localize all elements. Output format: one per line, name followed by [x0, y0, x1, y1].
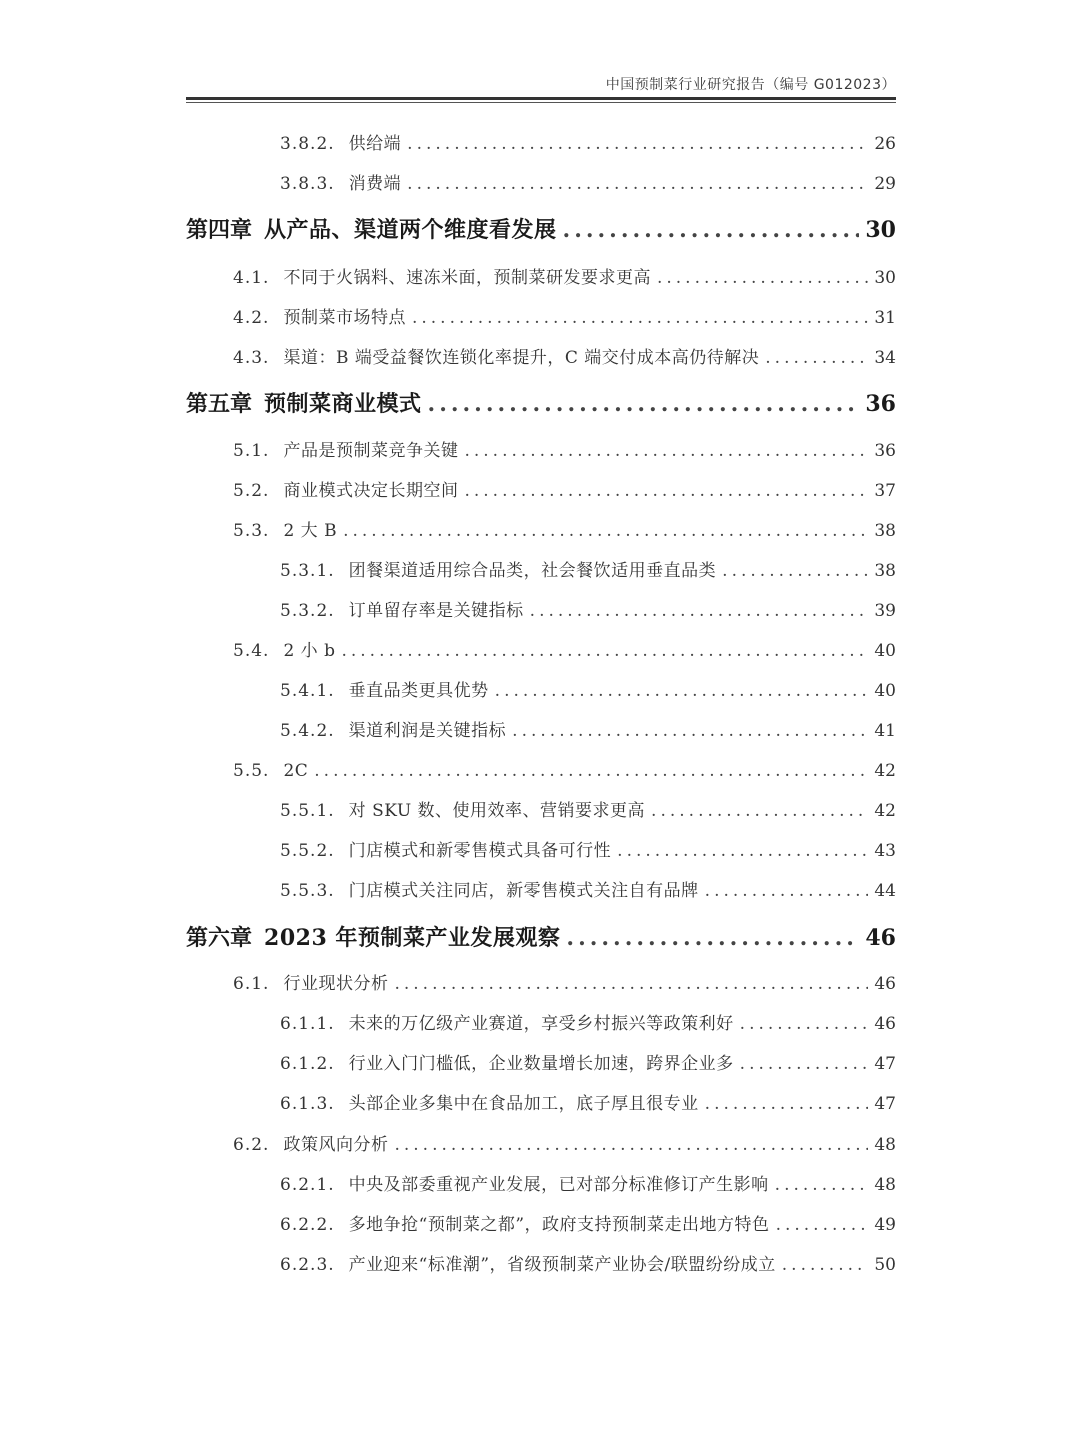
toc-section-entry[interactable]: [280, 676, 896, 706]
toc-entry-number: 4.1.: [233, 268, 270, 288]
toc-entry-title: 中央及部委重视产业发展，已对部分标准修订产生影响: [348, 1175, 769, 1195]
toc-section-entry[interactable]: [233, 263, 896, 293]
toc-page-number: 29: [874, 174, 896, 194]
toc-entry-number: 6.1.2.: [280, 1054, 335, 1074]
toc-dot-leader: [314, 756, 868, 786]
toc-section-entry[interactable]: [280, 1049, 896, 1079]
toc-dot-leader: [782, 1250, 869, 1280]
toc-entry-title: 商业模式决定长期空间: [283, 481, 459, 501]
toc-dot-leader: [343, 516, 868, 546]
toc-entry-title: 2023 年预制菜产业发展观察: [264, 925, 561, 951]
toc-section-entry[interactable]: [233, 303, 896, 333]
toc-entry-number: 6.1.1.: [280, 1014, 335, 1034]
toc-section-entry[interactable]: [233, 636, 896, 666]
toc-entry-number: 5.5.1.: [280, 801, 335, 821]
toc-entry-title: 从产品、渠道两个维度看发展: [264, 217, 557, 243]
toc-entry-title: 不同于火锅料、速冻米面，预制菜研发要求更高: [283, 268, 651, 288]
toc-entry-title: 行业入门门槛低，企业数量增长加速，跨界企业多: [348, 1054, 734, 1074]
toc-dot-leader: [407, 129, 868, 159]
toc-entry-number: 6.2.: [233, 1135, 270, 1155]
toc-section-entry[interactable]: [280, 876, 896, 906]
toc-dot-leader: [563, 215, 860, 245]
toc-entry-number: 6.2.3.: [280, 1255, 335, 1275]
toc-dot-leader: [464, 476, 868, 506]
toc-page-number: 47: [874, 1094, 896, 1114]
toc-entry-title: 团餐渠道适用综合品类，社会餐饮适用垂直品类: [348, 561, 717, 581]
toc-entry-title: 2C: [283, 761, 309, 781]
toc-dot-leader: [657, 263, 868, 293]
toc-entry-number: 6.1.3.: [280, 1094, 335, 1114]
toc-entry-title: 预制菜市场特点: [283, 308, 406, 328]
toc-dot-leader: [394, 969, 868, 999]
header-rule-thin: [186, 102, 896, 103]
toc-entry-number: 第六章: [186, 925, 253, 951]
toc-page-number: 44: [874, 881, 896, 901]
toc-page-number: 34: [874, 348, 896, 368]
toc-section-entry[interactable]: [233, 343, 896, 373]
toc-entry-title: 预制菜商业模式: [264, 391, 422, 417]
toc-entry-number: 5.1.: [233, 441, 270, 461]
toc-entry-title: 产品是预制菜竞争关键: [283, 441, 459, 461]
toc-entry-title: 多地争抢“预制菜之都”，政府支持预制菜走出地方特色: [348, 1215, 770, 1235]
toc-dot-leader: [775, 1170, 869, 1200]
toc-page-number: 46: [874, 974, 896, 994]
toc-entry-title: 渠道利润是关键指标: [348, 721, 507, 741]
toc-dot-leader: [740, 1049, 869, 1079]
toc-page-number: 49: [874, 1215, 896, 1235]
toc-page-number: 47: [874, 1054, 896, 1074]
toc-section-entry[interactable]: [233, 436, 896, 466]
toc-dot-leader: [776, 1210, 869, 1240]
toc-dot-leader: [495, 676, 869, 706]
toc-entry-title: 供给端: [348, 134, 402, 154]
toc-entry-number: 5.4.1.: [280, 681, 335, 701]
toc-entry-number: 6.2.1.: [280, 1175, 335, 1195]
toc-entry-title: 2 小 b: [283, 641, 336, 661]
toc-page-number: 48: [874, 1135, 896, 1155]
toc-entry-number: 5.3.: [233, 521, 270, 541]
toc-section-entry[interactable]: [280, 1089, 896, 1119]
running-header: 中国预制菜行业研究报告（编号 G012023）: [605, 77, 896, 93]
toc-chapter-entry[interactable]: [186, 923, 896, 953]
toc-dot-leader: [651, 796, 868, 826]
toc-chapter-entry[interactable]: [186, 215, 896, 245]
toc-section-entry[interactable]: [233, 1130, 896, 1160]
toc-dot-leader: [530, 596, 869, 626]
toc-section-entry[interactable]: [233, 969, 896, 999]
toc-entry-number: 5.5.3.: [280, 881, 335, 901]
toc-entry-number: 第四章: [186, 217, 253, 243]
toc-entry-title: 订单留存率是关键指标: [348, 601, 524, 621]
toc-page-number: 41: [874, 721, 896, 741]
toc-entry-title: 未来的万亿级产业赛道，享受乡村振兴等政策利好: [348, 1014, 734, 1034]
toc-page-number: 31: [874, 308, 896, 328]
toc-dot-leader: [765, 343, 868, 373]
toc-entry-number: 5.4.2.: [280, 721, 335, 741]
toc-entry-title: 门店模式和新零售模式具备可行性: [348, 841, 612, 861]
toc-page-number: 37: [874, 481, 896, 501]
toc-page-number: 42: [874, 801, 896, 821]
toc-entry-title: 政策风向分析: [283, 1135, 389, 1155]
toc-section-entry[interactable]: [233, 476, 896, 506]
toc-page-number: 38: [874, 561, 896, 581]
toc-dot-leader: [722, 556, 868, 586]
toc-section-entry[interactable]: [233, 516, 896, 546]
toc-chapter-entry[interactable]: [186, 389, 896, 419]
toc-page-number: 42: [874, 761, 896, 781]
toc-entry-number: 5.5.: [233, 761, 270, 781]
toc-entry-title: 门店模式关注同店，新零售模式关注自有品牌: [348, 881, 699, 901]
toc-entry-title: 渠道：B 端受益餐饮连锁化率提升，C 端交付成本高仍待解决: [283, 348, 760, 368]
toc-entry-number: 4.3.: [233, 348, 270, 368]
toc-dot-leader: [394, 1130, 868, 1160]
toc-entry-title: 行业现状分析: [283, 974, 389, 994]
toc-entry-number: 5.4.: [233, 641, 270, 661]
header-rule-thick: [186, 97, 896, 100]
toc-entry-number: 3.8.2.: [280, 134, 335, 154]
toc-page-number: 30: [874, 268, 896, 288]
toc-dot-leader: [412, 303, 868, 333]
toc-dot-leader: [566, 923, 859, 953]
toc-entry-number: 6.1.: [233, 974, 270, 994]
toc-section-entry[interactable]: [280, 129, 896, 159]
toc-section-entry[interactable]: [280, 716, 896, 746]
toc-dot-leader: [428, 389, 860, 419]
toc-section-entry[interactable]: [280, 1250, 896, 1280]
toc-dot-leader: [617, 836, 868, 866]
toc-dot-leader: [341, 636, 868, 666]
toc-section-entry[interactable]: [280, 596, 896, 626]
toc-section-entry[interactable]: [280, 1210, 896, 1240]
toc-entry-number: 5.3.1.: [280, 561, 335, 581]
toc-section-entry[interactable]: [280, 796, 896, 826]
toc-dot-leader: [464, 436, 868, 466]
toc-entry-title: 头部企业多集中在食品加工，底子厚且很专业: [348, 1094, 699, 1114]
toc-section-entry[interactable]: [280, 169, 896, 199]
toc-dot-leader: [740, 1009, 869, 1039]
toc-page-number: 48: [874, 1175, 896, 1195]
toc-entry-title: 对 SKU 数、使用效率、营销要求更高: [348, 801, 646, 821]
toc-entry-number: 5.2.: [233, 481, 270, 501]
toc-page-number: 40: [874, 681, 896, 701]
toc-page-number: 46: [874, 1014, 896, 1034]
toc-section-entry[interactable]: [280, 556, 896, 586]
toc-page-number: 50: [874, 1255, 896, 1275]
toc-entry-number: 3.8.3.: [280, 174, 335, 194]
toc-entry-title: 垂直品类更具优势: [348, 681, 489, 701]
toc-section-entry[interactable]: [280, 1170, 896, 1200]
toc-entry-title: 2 大 B: [283, 521, 338, 541]
toc-page-number: 40: [874, 641, 896, 661]
toc-entry-number: 5.3.2.: [280, 601, 335, 621]
toc-dot-leader: [512, 716, 868, 746]
toc-dot-leader: [705, 876, 869, 906]
toc-page-number: 30: [865, 217, 896, 243]
toc-page-number: 36: [874, 441, 896, 461]
toc-entry-number: 5.5.2.: [280, 841, 335, 861]
toc-entry-number: 6.2.2.: [280, 1215, 335, 1235]
toc-entry-number: 4.2.: [233, 308, 270, 328]
toc-dot-leader: [705, 1089, 869, 1119]
toc-page-number: 36: [865, 391, 896, 417]
toc-page-number: 39: [874, 601, 896, 621]
toc-page-number: 46: [865, 925, 896, 951]
toc-page-number: 26: [874, 134, 896, 154]
toc-dot-leader: [407, 169, 868, 199]
toc-section-entry[interactable]: [280, 836, 896, 866]
toc-entry-number: 第五章: [186, 391, 253, 417]
toc-page-number: 43: [874, 841, 896, 861]
toc-section-entry[interactable]: [280, 1009, 896, 1039]
toc-page-number: 38: [874, 521, 896, 541]
toc-entry-title: 产业迎来“标准潮”，省级预制菜产业协会/联盟纷纷成立: [348, 1255, 776, 1275]
toc-section-entry[interactable]: [233, 756, 896, 786]
toc-entry-title: 消费端: [348, 174, 402, 194]
